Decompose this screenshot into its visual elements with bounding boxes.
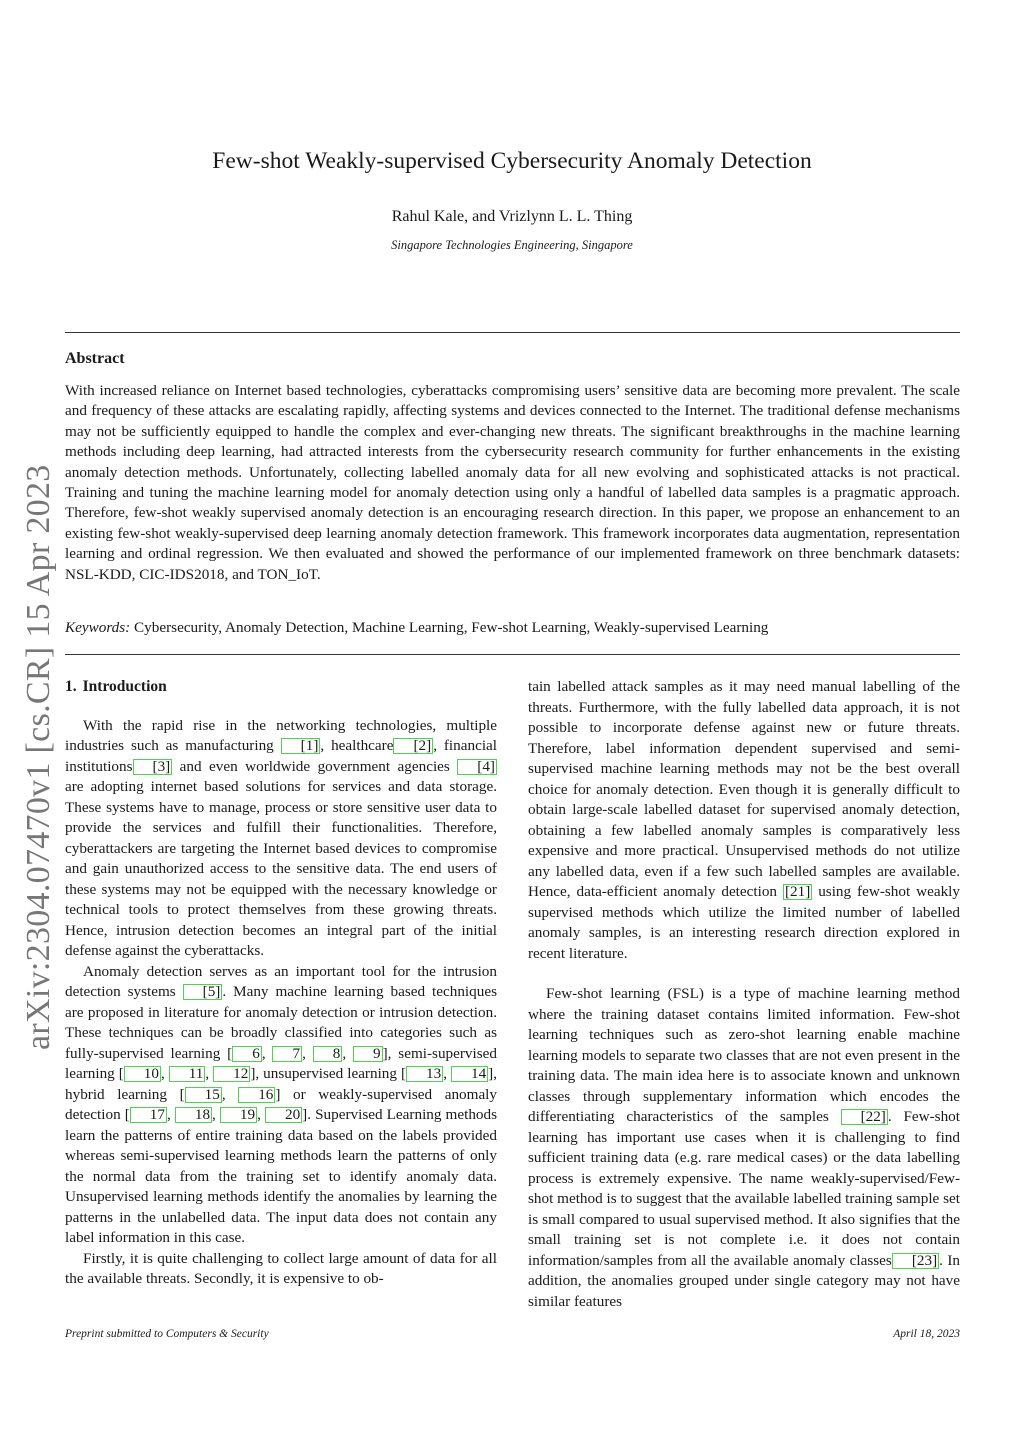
citation-link[interactable]: 13 bbox=[406, 1066, 443, 1082]
citation-link[interactable]: [1] bbox=[281, 738, 321, 754]
citation-link[interactable]: 17 bbox=[130, 1107, 167, 1123]
citation-link[interactable]: 9 bbox=[353, 1046, 383, 1062]
citation-link[interactable]: 8 bbox=[313, 1046, 343, 1062]
footer-date: April 18, 2023 bbox=[893, 1328, 960, 1340]
citation-link[interactable]: 20 bbox=[265, 1107, 302, 1123]
citation-link[interactable]: [4] bbox=[457, 759, 497, 775]
citation-link[interactable]: 19 bbox=[220, 1107, 257, 1123]
citation-link[interactable]: 7 bbox=[272, 1046, 302, 1062]
citation-link[interactable]: [2] bbox=[393, 738, 433, 754]
abstract-heading: Abstract bbox=[65, 350, 125, 367]
intro-paragraph-3: Firstly, it is quite challenging to collect large amount of data for all the available threats. Secondly, it is expensive to ob- bbox=[65, 1249, 497, 1287]
authors: Rahul Kale, and Vrizlynn L. L. Thing bbox=[391, 208, 633, 225]
top-rule bbox=[65, 332, 960, 333]
bottom-rule bbox=[65, 654, 960, 655]
intro-paragraph-4: Few-shot learning (FSL) is a type of machine learning method where the training dataset contains limited information. Few-shot learning techniques such as zero-shot learning enable machine learning models to separate two classes that are not even present in the training data. The main idea here is to associate known and unknown classes through supplementary information which encodes the differentiating characteristics of the samples [22] . Few-shot learning has important use cases when it is challenging to find sufficient training data (e.g. rare medical cases) or the data labelling process is extremely expensive. The name weakly-supervised/Few-shot method is to suggest that the available labelled training sample set is small compared to usual supervised method. It also signifies that the small training set is not complete i.e. it does not contain information/samples from all the available anomaly classes [23] . In addition, the anomalies grouped under single category may not have similar features bbox=[528, 985, 960, 1310]
left-column bbox=[65, 677, 497, 1290]
right-column bbox=[528, 677, 960, 1312]
keywords-text: Cybersecurity, Anomaly Detection, Machine Learning, Few-shot Learning, Weakly-supervised Learning bbox=[134, 619, 769, 636]
citation-link[interactable]: 16 bbox=[238, 1087, 275, 1103]
citation-link[interactable]: [3] bbox=[133, 759, 173, 775]
paragraph-gap bbox=[528, 964, 960, 984]
citation-link[interactable]: 6 bbox=[232, 1046, 262, 1062]
citation-link[interactable]: 18 bbox=[175, 1107, 212, 1123]
paper-title: Few-shot Weakly-supervised Cybersecurity Anomaly Detection bbox=[212, 148, 812, 174]
citation-link[interactable]: [21] bbox=[784, 883, 811, 900]
citation-link[interactable]: [22] bbox=[841, 1109, 888, 1125]
section-heading bbox=[65, 677, 497, 698]
citation-link[interactable]: 14 bbox=[451, 1066, 488, 1082]
keywords bbox=[65, 618, 960, 638]
keywords-label: Keywords: bbox=[65, 619, 131, 636]
section-title: Introduction bbox=[82, 678, 167, 695]
citation-link[interactable]: [23] bbox=[892, 1253, 939, 1269]
citation-link[interactable]: 10 bbox=[124, 1066, 161, 1082]
abstract-text: With increased reliance on Internet based technologies, cyberattacks compromising users’ sensitive data are becoming more prevalent. The scale and frequency of these attacks are escalating rapidly, affecting systems and devices connected to the Internet. The traditional defense mechanisms may not be sufficiently equipped to handle the complex and ever-changing new threats. The significant breakthroughs in the machine learning methods including deep learning, had attracted interests from the cybersecurity research community for further enhancements in the existing anomaly detection methods. Unfortunately, collecting labelled anomaly data for all new evolving and sophisticated attacks is not practical. Training and tuning the machine learning model for anomaly detection using only a handful of labelled data samples is a pragmatic approach. Therefore, few-shot weakly supervised anomaly detection is an encouraging research direction. In this paper, we propose an enhancement to an existing few-shot weakly-supervised deep learning anomaly detection framework. This framework incorporates data augmentation, representation learning and ordinal regression. We then evaluated and showed the performance of our implemented framework on three benchmark datasets: NSL-KDD, CIC-IDS2018, and TON_IoT. bbox=[65, 382, 960, 583]
section-number: 1. bbox=[65, 678, 77, 695]
intro-paragraph-3-continued: tain labelled attack samples as it may need manual labelling of the threats. Furthermore, with the fully labelled data approach, it is not possible to incorporate defense against new or future threats. Therefore, label information dependent supervised and semi-supervised machine learning methods may not be the best overall choice for anomaly detection. Even though it is generally difficult to obtain large-scale labelled dataset for supervised anomaly detection, obtaining a few labelled anomaly samples is comparatively less expensive and more practical. Unsupervised methods do not utilize any labelled data, even if a few such labelled samples are available. Hence, data-efficient anomaly detection [21] using few-shot weakly supervised methods which utilize the limited number of labelled anomaly samples, is an interesting research direction explored in recent literature. bbox=[528, 678, 960, 962]
citation-link[interactable]: 15 bbox=[185, 1087, 222, 1103]
citation-link[interactable]: 12 bbox=[213, 1066, 250, 1082]
citation-link[interactable]: 11 bbox=[169, 1066, 206, 1082]
footer-preprint: Preprint submitted to Computers & Security bbox=[65, 1328, 269, 1340]
intro-paragraph-2: Anomaly detection serves as an important tool for the intrusion detection systems [5] . Many machine learning based techniques are proposed in literature for anomaly detection or intrusion detection. These techniques can be broadly classified into categories such as fully-supervised learning [ 6 , 7 , 8 , 9 ], semi-supervised learning [ 10 , 11 , 12 ], unsupervised learning [ 13 , 14 ], hybrid learning [ 15 , 16 ] or weakly-supervised anomaly detection [ 17 , 18 , 19 , 20 ]. Supervised Learning methods learn the patterns of entire training data based on the labels provided whereas semi-supervised learning methods learn the patterns of only the normal data from the training set to identify anomaly data. Unsupervised learning methods identify the anomalies by learning the patterns in the unlabelled data. The input data does not contain any label information in this case. bbox=[65, 962, 498, 1246]
citation-link[interactable]: [5] bbox=[183, 984, 223, 1000]
arxiv-side-stamp: arXiv:2304.07470v1 [cs.CR] 15 Apr 2023 bbox=[20, 464, 57, 1050]
affiliation: Singapore Technologies Engineering, Singapore bbox=[391, 238, 633, 252]
intro-paragraph-1: With the rapid rise in the networking technologies, multiple industries such as manufacturing [1] , healthcare [2] , financial institutions [3] and even worldwide government agencies [4] are adopting internet based solutions for services and data storage. These systems have to manage, process or store sensitive user data to provide the services and fulfill their functionalities. Therefore, cyberattackers are targeting the Internet based devices to compromise and gain unauthorized access to the sensitive data. The end users of these systems may not be equipped with the necessary knowledge or technical tools to protect themselves from these growing threats. Hence, intrusion detection becomes an integral part of the initial defense against the cyberattacks. bbox=[65, 716, 497, 959]
